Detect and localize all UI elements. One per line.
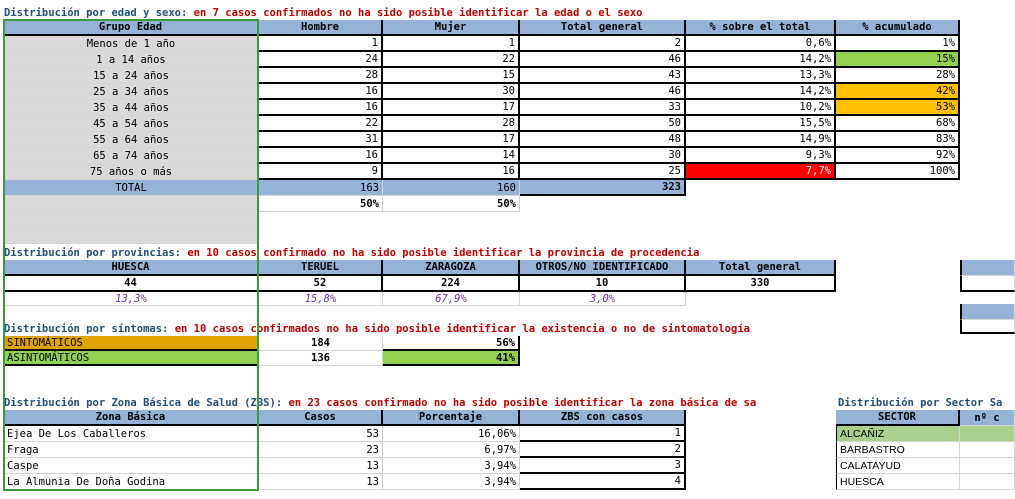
- mujer-cell[interactable]: 22: [383, 52, 520, 68]
- age-group-cell[interactable]: 65 a 74 años: [4, 148, 259, 164]
- sector-cell[interactable]: ALCAÑIZ: [836, 426, 960, 442]
- zbs-count-cell[interactable]: 4: [520, 474, 686, 490]
- porcentaje-cell[interactable]: 3,94%: [383, 474, 520, 490]
- asintomaticos-pct[interactable]: 41%: [383, 351, 520, 366]
- hombre-cell[interactable]: 1: [259, 36, 383, 52]
- total-mujer[interactable]: 160: [383, 180, 520, 196]
- province-pct-cell[interactable]: 67,9%: [383, 292, 520, 306]
- zbs-section-note: en 23 casos confirmado no ha sido posible identificar la zona básica de sa: [288, 397, 757, 409]
- hombre-cell[interactable]: 16: [259, 84, 383, 100]
- header-zbs-con-casos[interactable]: ZBS con casos: [520, 410, 686, 426]
- pct-mujer[interactable]: 50%: [383, 196, 520, 212]
- sintomaticos-pct[interactable]: 56%: [383, 336, 520, 351]
- total-cell[interactable]: 46: [520, 84, 686, 100]
- zbs-count-cell[interactable]: 3: [520, 458, 686, 474]
- mujer-cell[interactable]: 15: [383, 68, 520, 84]
- header-hombre[interactable]: Hombre: [259, 20, 383, 36]
- province-pct-cell[interactable]: 3,0%: [520, 292, 686, 306]
- symptom-section-note: en 10 casos confirmados no ha sido posible identificar la existencia o no de sintomatología: [174, 323, 750, 335]
- age-group-cell[interactable]: 45 a 54 años: [4, 116, 259, 132]
- pct-acum-cell[interactable]: 83%: [836, 132, 960, 148]
- province-value-cell[interactable]: 52: [259, 276, 383, 292]
- age-group-cell[interactable]: 35 a 44 años: [4, 100, 259, 116]
- pct-total-cell[interactable]: 13,3%: [686, 68, 836, 84]
- header-mujer[interactable]: Mujer: [383, 20, 520, 36]
- mujer-cell[interactable]: 17: [383, 100, 520, 116]
- hombre-cell[interactable]: 22: [259, 116, 383, 132]
- sector-section-title: Distribución por Sector Sa: [838, 397, 1003, 409]
- pct-acum-cell[interactable]: 53%: [836, 100, 960, 116]
- age-section-title-row: [4, 6, 1014, 20]
- total-general[interactable]: 323: [520, 180, 686, 196]
- pct-hombre[interactable]: 50%: [259, 196, 383, 212]
- province-total-cell[interactable]: 330: [686, 276, 836, 292]
- province-section-title: Distribución por provincias:: [4, 247, 182, 259]
- zbs-count-cell[interactable]: 1: [520, 426, 686, 442]
- pct-total-cell[interactable]: 9,3%: [686, 148, 836, 164]
- age-group-cell[interactable]: 15 a 24 años: [4, 68, 259, 84]
- mujer-cell[interactable]: 16: [383, 164, 520, 180]
- porcentaje-cell[interactable]: 6,97%: [383, 442, 520, 458]
- age-group-cell[interactable]: 25 a 34 años: [4, 84, 259, 100]
- mujer-cell[interactable]: 17: [383, 132, 520, 148]
- zona-cell[interactable]: Caspe: [4, 458, 259, 474]
- header-zaragoza[interactable]: ZARAGOZA: [383, 260, 520, 276]
- sintomaticos-value[interactable]: 184: [259, 336, 383, 351]
- total-cell[interactable]: 25: [520, 164, 686, 180]
- zona-cell[interactable]: Fraga: [4, 442, 259, 458]
- total-label[interactable]: TOTAL: [4, 180, 259, 196]
- sector-cell[interactable]: CALATAYUD: [836, 458, 960, 474]
- province-value-cell[interactable]: 44: [4, 276, 259, 292]
- header-huesca[interactable]: HUESCA: [4, 260, 259, 276]
- total-cell[interactable]: 30: [520, 148, 686, 164]
- age-section-title: Distribución por edad y sexo:: [4, 7, 188, 19]
- pct-total-cell[interactable]: 15,5%: [686, 116, 836, 132]
- zona-cell[interactable]: La Almunia De Doña Godina: [4, 474, 259, 490]
- age-group-cell[interactable]: 55 a 64 años: [4, 132, 259, 148]
- pct-acum-cell[interactable]: 68%: [836, 116, 960, 132]
- hombre-cell[interactable]: 24: [259, 52, 383, 68]
- age-group-cell[interactable]: 75 años o más: [4, 164, 259, 180]
- pct-acum-cell[interactable]: 28%: [836, 68, 960, 84]
- age-group-cell[interactable]: 1 a 14 años: [4, 52, 259, 68]
- empty-cell[interactable]: [4, 196, 259, 212]
- empty-cell[interactable]: [4, 228, 259, 244]
- casos-cell[interactable]: 23: [259, 442, 383, 458]
- pct-total-cell[interactable]: 14,2%: [686, 52, 836, 68]
- zbs-section-title-row: [4, 396, 838, 410]
- total-cell[interactable]: 50: [520, 116, 686, 132]
- casos-cell[interactable]: 13: [259, 458, 383, 474]
- sector-cell[interactable]: BARBASTRO: [836, 442, 960, 458]
- total-hombre[interactable]: 163: [259, 180, 383, 196]
- pct-total-cell[interactable]: 14,2%: [686, 84, 836, 100]
- pct-total-cell[interactable]: 7,7%: [686, 164, 836, 180]
- header-zona-basica[interactable]: Zona Básica: [4, 410, 259, 426]
- pct-acum-cell[interactable]: 100%: [836, 164, 960, 180]
- sector-cell[interactable]: HUESCA: [836, 474, 960, 490]
- total-cell[interactable]: 33: [520, 100, 686, 116]
- pct-total-cell[interactable]: 10,2%: [686, 100, 836, 116]
- province-section-title-row: [4, 246, 1014, 260]
- hombre-cell[interactable]: 31: [259, 132, 383, 148]
- zona-cell[interactable]: Ejea De Los Caballeros: [4, 426, 259, 442]
- asintomaticos-label[interactable]: ASINTOMÁTICOS: [4, 351, 259, 366]
- header-total-general[interactable]: Total general: [686, 260, 836, 276]
- symptom-section-title: Distribución por síntomas:: [4, 323, 169, 335]
- casos-cell[interactable]: 53: [259, 426, 383, 442]
- hombre-cell[interactable]: 16: [259, 148, 383, 164]
- sintomaticos-label[interactable]: SINTOMÁTICOS: [4, 336, 259, 351]
- zbs-section-title: Distribución por Zona Básica de Salud (ZBS):: [4, 397, 283, 409]
- header-teruel[interactable]: TERUEL: [259, 260, 383, 276]
- province-section-note: en 10 casos confirmado no ha sido posible identificar la provincia de procedencia: [187, 247, 700, 259]
- porcentaje-cell[interactable]: 16,06%: [383, 426, 520, 442]
- header-pct-total[interactable]: % sobre el total: [686, 20, 836, 36]
- province-pct-cell[interactable]: 15,8%: [259, 292, 383, 306]
- casos-cell[interactable]: 13: [259, 474, 383, 490]
- porcentaje-cell[interactable]: 3,94%: [383, 458, 520, 474]
- header-sector[interactable]: SECTOR: [836, 410, 960, 426]
- header-n-casos[interactable]: nº c: [960, 410, 1015, 426]
- pct-acum-cell[interactable]: 92%: [836, 148, 960, 164]
- pct-acum-cell[interactable]: 1%: [836, 36, 960, 52]
- pct-acum-cell[interactable]: 15%: [836, 52, 960, 68]
- hombre-cell[interactable]: 28: [259, 68, 383, 84]
- mujer-cell[interactable]: 28: [383, 116, 520, 132]
- hombre-cell[interactable]: 9: [259, 164, 383, 180]
- total-cell[interactable]: 48: [520, 132, 686, 148]
- total-cell[interactable]: 43: [520, 68, 686, 84]
- zbs-count-cell[interactable]: 2: [520, 442, 686, 458]
- mujer-cell[interactable]: 30: [383, 84, 520, 100]
- asintomaticos-value[interactable]: 136: [259, 351, 383, 366]
- side-header-fragment[interactable]: [960, 304, 1015, 320]
- header-otros[interactable]: OTROS/NO IDENTIFICADO: [520, 260, 686, 276]
- mujer-cell[interactable]: 1: [383, 36, 520, 52]
- symptom-section-title-row: [4, 322, 1014, 336]
- sector-count-cell[interactable]: [960, 458, 1015, 474]
- province-value-cell[interactable]: 10: [520, 276, 686, 292]
- side-cell-fragment[interactable]: [960, 276, 1015, 292]
- hombre-cell[interactable]: 16: [259, 100, 383, 116]
- age-section-note: en 7 casos confirmados no ha sido posible identificar la edad o el sexo: [193, 7, 643, 19]
- side-header-fragment[interactable]: [960, 260, 1015, 276]
- total-cell[interactable]: 2: [520, 36, 686, 52]
- province-value-cell[interactable]: 224: [383, 276, 520, 292]
- header-total-general[interactable]: Total general: [520, 20, 686, 36]
- sector-count-cell[interactable]: [960, 474, 1015, 490]
- header-porcentaje[interactable]: Porcentaje: [383, 410, 520, 426]
- pct-acum-cell[interactable]: 42%: [836, 84, 960, 100]
- mujer-cell[interactable]: 14: [383, 148, 520, 164]
- pct-total-cell[interactable]: 0,6%: [686, 36, 836, 52]
- header-pct-acumulado[interactable]: % acumulado: [836, 20, 960, 36]
- age-group-cell[interactable]: Menos de 1 año: [4, 36, 259, 52]
- header-grupo-edad[interactable]: Grupo Edad: [4, 20, 259, 36]
- province-pct-cell[interactable]: 13,3%: [4, 292, 259, 306]
- sector-count-cell[interactable]: [960, 442, 1015, 458]
- empty-cell[interactable]: [4, 212, 259, 228]
- header-casos[interactable]: Casos: [259, 410, 383, 426]
- total-cell[interactable]: 46: [520, 52, 686, 68]
- pct-total-cell[interactable]: 14,9%: [686, 132, 836, 148]
- sector-count-cell[interactable]: [960, 426, 1015, 442]
